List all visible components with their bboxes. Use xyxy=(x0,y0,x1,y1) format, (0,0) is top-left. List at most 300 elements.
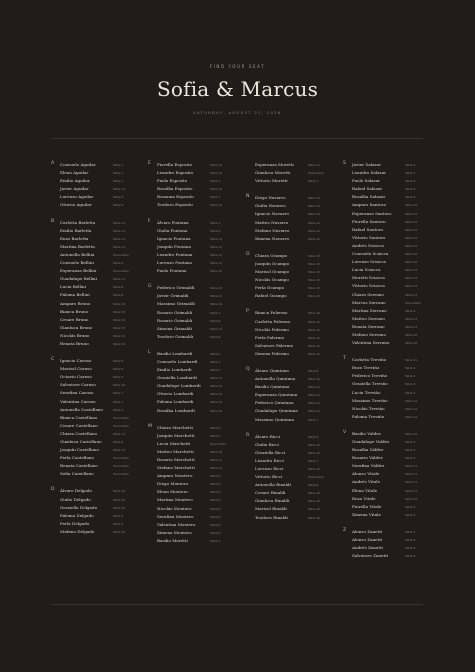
guest-table: Table 8 xyxy=(210,490,221,495)
guest-name: Ximena Navarro xyxy=(255,235,290,241)
guest-row xyxy=(255,399,337,407)
guest-name: Consuelo Bellini xyxy=(60,260,94,266)
guest-name: Stefano Marchetti xyxy=(157,465,195,471)
guest-table: Table 11 xyxy=(308,393,321,398)
guest-row xyxy=(60,365,142,373)
guest-row xyxy=(60,259,142,267)
guest-table: Head table xyxy=(210,441,226,446)
guest-table: Table 6 xyxy=(405,163,416,167)
letter-section xyxy=(148,423,239,545)
guest-name: Graziella Lombardi xyxy=(157,375,197,381)
guest-table: Table 10 xyxy=(210,392,223,397)
top-divider xyxy=(52,138,423,139)
guest-row xyxy=(255,210,337,218)
guest-name: Andrés Vitale xyxy=(352,479,381,485)
guest-table: Table 8 xyxy=(210,318,221,323)
guest-table: Table 7 xyxy=(113,391,124,396)
guest-table: Table 11 xyxy=(113,431,126,436)
guest-row xyxy=(352,185,434,193)
section-letter: E xyxy=(148,161,151,166)
guest-row xyxy=(352,218,434,226)
guest-name: Paolo Esposito xyxy=(157,178,188,184)
guest-table: Table 3 xyxy=(113,375,124,380)
guest-table: Table 12 xyxy=(210,244,223,249)
guest-name: Elena Vitale xyxy=(352,487,378,493)
guest-row xyxy=(157,235,239,243)
guest-table: Table 15 xyxy=(405,211,418,216)
guest-name: Alonso Zanetti xyxy=(352,537,383,543)
guest-name: Rosanna Esposito xyxy=(157,194,194,200)
guest-table: Table 11 xyxy=(113,333,126,338)
guest-name: Esperanza Moretti xyxy=(255,162,294,167)
guest-table: Table 16 xyxy=(405,341,418,346)
guest-row xyxy=(157,317,239,325)
guest-table: Table 10 xyxy=(210,400,223,405)
guest-row xyxy=(157,350,239,358)
guest-name: Basilio Lombardi xyxy=(157,350,193,356)
guest-name: Massimo Quintana xyxy=(255,416,294,422)
guest-name: Lucia Sciacca xyxy=(352,267,381,273)
guest-name: Giulia Navarro xyxy=(255,203,286,209)
guest-name: Lucia Treviño xyxy=(352,389,381,395)
guest-name: Diego Montero xyxy=(157,481,189,487)
guest-name: Rosalba Esposito xyxy=(157,186,193,192)
guest-row xyxy=(60,161,142,169)
guest-row xyxy=(157,488,239,496)
guest-name: Paloma Bellini xyxy=(60,292,90,298)
guest-row xyxy=(157,267,239,275)
guest-table: Table 15 xyxy=(405,227,418,232)
guest-table: Table 12 xyxy=(210,261,223,266)
guest-row xyxy=(255,326,337,334)
guest-name: Guadalupe Lombardi xyxy=(157,383,201,389)
guest-name: Serafina Caruso xyxy=(60,390,94,396)
guest-row xyxy=(352,266,434,274)
guest-name: Álvaro Delgado xyxy=(60,488,92,494)
guest-name: Salvatore Palermo xyxy=(255,342,294,348)
guest-name: Carlotta Barletta xyxy=(60,219,96,225)
guest-row xyxy=(157,407,239,415)
section-letter: C xyxy=(51,357,55,363)
guest-row xyxy=(352,389,434,397)
guest-row xyxy=(60,324,142,332)
guest-name: Nicolás Treviño xyxy=(352,405,385,411)
guest-table: Table 13 xyxy=(405,284,418,289)
guest-row xyxy=(255,260,337,268)
guest-row xyxy=(255,318,337,326)
guest-name: Chiara Castellano xyxy=(60,430,98,436)
guest-name: Basilio Valdez xyxy=(352,430,381,436)
guest-table: Table 8 xyxy=(210,425,221,430)
guest-table: Table 3 xyxy=(210,179,221,184)
guest-table: Table 11 xyxy=(210,376,223,381)
guest-table: Table 8 xyxy=(210,506,221,511)
guest-table: Table 9 xyxy=(405,448,416,453)
guest-name: Renata Bruno xyxy=(60,340,89,346)
guest-name: Valentina Serrano xyxy=(352,340,390,346)
section-letter: L xyxy=(148,349,151,355)
guest-row xyxy=(60,300,142,308)
guest-table: Table 7 xyxy=(113,179,124,184)
guest-table: Table 13 xyxy=(113,309,126,314)
guest-table: Table 12 xyxy=(308,204,321,209)
guest-name: Leandro Fontana xyxy=(157,251,193,257)
guest-row xyxy=(60,308,142,316)
guest-row xyxy=(352,536,434,544)
guest-table: Table 9 xyxy=(113,261,124,266)
guest-row xyxy=(157,521,239,529)
guest-row xyxy=(60,291,142,299)
guest-name: Giulio Delgado xyxy=(60,496,91,502)
guest-row xyxy=(60,193,142,201)
section-letter: F xyxy=(148,218,151,224)
guest-row xyxy=(352,274,434,282)
guest-name: Simona Grimaldi xyxy=(157,325,192,331)
guest-row xyxy=(60,227,142,235)
guest-table: Table 7 xyxy=(113,171,124,176)
guest-row xyxy=(255,284,337,292)
guest-name: Paloma Lombardi xyxy=(157,399,194,405)
guest-name: Antonella Rinaldi xyxy=(255,482,291,488)
guest-table: Table 15 xyxy=(405,243,418,248)
guest-table: Table 15 xyxy=(308,278,321,283)
guest-table: Table 15 xyxy=(405,203,418,208)
guest-row xyxy=(352,413,434,421)
guest-name: Graziella Treviño xyxy=(352,381,388,387)
guest-row xyxy=(157,177,239,185)
guest-table: Table 16 xyxy=(210,286,223,291)
guest-row xyxy=(352,299,434,307)
section-letter: M xyxy=(148,423,152,429)
guest-table: Table 13 xyxy=(405,268,418,273)
guest-table: Table 11 xyxy=(210,294,223,299)
guest-table: Table 11 xyxy=(405,358,418,363)
guest-row xyxy=(60,381,142,389)
guest-name: Federico Treviño xyxy=(352,373,388,379)
guest-row xyxy=(352,380,434,388)
guest-name: Antonella Quintana xyxy=(255,376,296,382)
guest-row xyxy=(255,169,337,177)
guest-row xyxy=(157,464,239,472)
guest-name: Perla Castellano xyxy=(60,455,94,461)
guest-row xyxy=(352,511,434,519)
guest-table: Table 12 xyxy=(405,406,418,411)
guest-row xyxy=(352,462,434,470)
guest-row xyxy=(60,185,142,193)
guest-row xyxy=(352,226,434,234)
guest-name: Chiara Marchetti xyxy=(157,424,193,430)
guest-name: Ignacio Navarro xyxy=(255,211,289,217)
guest-name: Rosalba Valdez xyxy=(352,447,384,453)
guest-row xyxy=(352,454,434,462)
guest-row xyxy=(60,243,142,251)
guest-table: Table 7 xyxy=(113,399,124,404)
guest-row xyxy=(157,480,239,488)
guest-name: Ottavio Lombardi xyxy=(157,391,194,397)
guest-name: Rosalba Salazar xyxy=(352,194,386,200)
guest-row xyxy=(255,375,337,383)
guest-row xyxy=(255,481,337,489)
letter-section xyxy=(148,349,239,415)
guest-table: Table 8 xyxy=(405,382,416,387)
guest-table: Table 6 xyxy=(113,521,124,526)
guest-row xyxy=(352,258,434,266)
guest-name: Rosario Marchetti xyxy=(157,457,195,462)
guest-row xyxy=(157,193,239,201)
guest-row xyxy=(255,465,337,473)
guest-name: Bianca Palermo xyxy=(255,310,288,316)
guest-table: Table 13 xyxy=(405,480,418,485)
guest-row xyxy=(60,373,142,381)
guest-table: Table 13 xyxy=(210,326,223,331)
guest-row xyxy=(60,414,142,422)
guest-row xyxy=(352,430,434,438)
guest-name: Consuelo Lombardi xyxy=(157,358,198,364)
guest-name: Emilio Lombardi xyxy=(157,367,192,373)
guest-name: Lorenzo Sciacca xyxy=(352,259,386,265)
guest-name: Serafina Valdez xyxy=(352,463,385,469)
guest-row xyxy=(352,405,434,413)
guest-row xyxy=(157,390,239,398)
guest-name: Bianca Bruno xyxy=(60,308,89,314)
guest-name: Lucia Bellini xyxy=(60,284,87,290)
guest-table: Head table xyxy=(113,269,129,274)
guest-table: Table 9 xyxy=(405,512,416,517)
guest-name: Giulia Fontana xyxy=(157,227,188,233)
guest-table: Table 8 xyxy=(405,179,416,184)
guest-row xyxy=(60,406,142,414)
guest-table: Table 10 xyxy=(308,450,321,455)
guest-row xyxy=(60,430,142,438)
guest-name: Federico Quintana xyxy=(255,400,294,406)
letter-section xyxy=(51,487,142,536)
guest-table: Table 16 xyxy=(405,332,418,337)
guest-name: Vittorio Ricci xyxy=(255,474,283,480)
guest-table: Table 7 xyxy=(308,458,319,463)
guest-table: Table 2 xyxy=(113,407,124,412)
guest-table: Table 9 xyxy=(405,366,416,371)
guest-table: Table 16 xyxy=(210,449,223,454)
guest-row xyxy=(255,449,337,457)
guest-table: Table 11 xyxy=(308,409,321,414)
guest-table: Table 8 xyxy=(405,546,416,551)
guest-name: Lucia Marchetti xyxy=(157,440,191,446)
guest-name: Gianluca Rinaldi xyxy=(255,498,290,504)
guest-table: Table 9 xyxy=(210,359,221,364)
guest-table: Table 12 xyxy=(308,228,321,233)
guest-name: Lorenzo Aguilar xyxy=(60,194,94,200)
section-letter: O xyxy=(246,251,250,257)
guest-name: Matteo Marchetti xyxy=(157,448,194,454)
guest-table: Table 16 xyxy=(210,302,223,307)
letter-section xyxy=(51,218,142,349)
guest-name: Marisol Ocampo xyxy=(255,269,290,275)
bottom-divider xyxy=(52,604,423,605)
guest-name: Rafael Salazar xyxy=(352,186,383,192)
guest-table: Table 5 xyxy=(113,367,124,372)
guest-row xyxy=(352,528,434,536)
guest-name: Consuelo Sciacca xyxy=(352,251,389,257)
guest-name: Fiorella Santoro xyxy=(352,218,386,224)
guest-row xyxy=(255,219,337,227)
guest-name: Teodoro Esposito xyxy=(157,202,193,208)
guest-row xyxy=(352,446,434,454)
guest-row xyxy=(60,219,142,227)
guest-table: Table 13 xyxy=(405,472,418,477)
guest-row xyxy=(157,284,239,292)
guest-table: Table 4 xyxy=(308,179,319,184)
guest-row xyxy=(60,357,142,365)
guest-name: Amparo Santoro xyxy=(352,202,387,208)
guest-table: Table 10 xyxy=(308,467,321,471)
guest-table: Table 8 xyxy=(405,554,416,559)
guest-row xyxy=(255,161,337,169)
guest-row xyxy=(60,422,142,430)
guest-table: Table 14 xyxy=(308,212,321,217)
guest-table: Table 8 xyxy=(210,514,221,519)
guest-row xyxy=(352,544,434,552)
guest-table: Table 13 xyxy=(405,276,418,281)
guest-table: Table 10 xyxy=(308,442,321,447)
guest-row xyxy=(352,307,434,315)
guest-name: Esperanza Quintana xyxy=(255,392,298,398)
guest-name: Valentina Montero xyxy=(157,521,196,527)
guest-name: Andrés Sciacca xyxy=(352,242,384,248)
guest-name: Cesare Castellano xyxy=(60,422,98,428)
guest-row xyxy=(157,505,239,513)
seating-column-4 xyxy=(343,161,434,569)
guest-row xyxy=(255,514,337,522)
guest-row xyxy=(255,416,337,424)
guest-table: Table 10 xyxy=(113,317,126,322)
guest-row xyxy=(352,291,434,299)
guest-name: Renata Serrano xyxy=(352,323,385,329)
guest-table: Table 16 xyxy=(113,505,126,510)
guest-name: Joaquín Ocampo xyxy=(255,260,290,266)
guest-name: Matteo Navarro xyxy=(255,219,289,225)
guest-name: Giulia Ricci xyxy=(255,441,279,447)
guest-row xyxy=(60,235,142,243)
guest-row xyxy=(352,339,434,347)
guest-row xyxy=(157,374,239,382)
guest-row xyxy=(157,201,239,209)
section-letter: Q xyxy=(246,366,250,372)
guest-row xyxy=(157,432,239,440)
letter-section xyxy=(51,161,142,210)
guest-name: Gianluca Moretti xyxy=(255,170,291,176)
guest-table: Table 15 xyxy=(308,294,321,299)
guest-row xyxy=(255,227,337,235)
guest-row xyxy=(352,356,434,364)
guest-table: Table 8 xyxy=(113,285,124,290)
guest-name: Stefano Delgado xyxy=(60,528,95,534)
guest-table: Table 16 xyxy=(308,311,321,316)
guest-table: Table 10 xyxy=(210,384,223,389)
guest-table: Table 15 xyxy=(210,269,223,274)
guest-row xyxy=(255,441,337,449)
letter-section xyxy=(255,161,337,185)
seating-column-2 xyxy=(148,161,239,554)
guest-table: Table 9 xyxy=(405,374,416,379)
guest-table: Table 16 xyxy=(308,327,321,332)
guest-row xyxy=(255,202,337,210)
guest-row xyxy=(60,398,142,406)
guest-name: Joaquín Fontana xyxy=(157,243,191,249)
guest-table: Table 16 xyxy=(308,491,321,496)
guest-table: Table 8 xyxy=(405,538,416,543)
guest-table: Table 7 xyxy=(210,195,221,200)
guest-row xyxy=(157,358,239,366)
guest-name: Moretti Sciacca xyxy=(352,275,385,281)
guest-row xyxy=(352,372,434,380)
guest-name: Perla Palermo xyxy=(255,334,285,340)
guest-row xyxy=(255,391,337,399)
guest-row xyxy=(255,383,337,391)
guest-name: Graziella Delgado xyxy=(60,504,98,510)
guest-table: Table 10 xyxy=(113,341,126,346)
guest-row xyxy=(255,309,337,317)
guest-row xyxy=(352,470,434,478)
guest-table: Table 12 xyxy=(405,398,418,403)
guest-table: Table 16 xyxy=(308,343,321,348)
guest-row xyxy=(157,161,239,169)
guest-row xyxy=(352,503,434,511)
letter-section xyxy=(343,527,434,560)
guest-row xyxy=(352,161,434,169)
letter-section xyxy=(148,284,239,341)
guest-name: Paolo Salazar xyxy=(352,178,381,184)
letter-section xyxy=(246,309,337,358)
guest-row xyxy=(60,520,142,528)
guest-row xyxy=(352,242,434,250)
guest-table: Head table xyxy=(113,464,129,469)
guest-row xyxy=(157,300,239,308)
guest-table: Table 8 xyxy=(210,474,221,479)
guest-name: Teodoro Grimaldi xyxy=(157,333,194,339)
guest-table: Table 3 xyxy=(210,538,221,543)
guest-row xyxy=(255,268,337,276)
guest-table: Table 16 xyxy=(405,260,418,265)
guest-name: Esperanza Bellini xyxy=(60,268,97,274)
guest-row xyxy=(352,315,434,323)
guest-name: Ignacio Fontana xyxy=(157,235,191,241)
guest-row xyxy=(157,227,239,235)
letter-section xyxy=(246,432,337,522)
guest-name: Amparo Montero xyxy=(157,473,193,479)
guest-table: Table 14 xyxy=(113,244,126,249)
guest-name: Nicolás Ocampo xyxy=(255,277,289,283)
guest-name: Chiara Serrano xyxy=(352,291,384,297)
guest-row xyxy=(60,340,142,348)
letter-section xyxy=(246,251,337,301)
guest-table: Head table xyxy=(113,472,129,477)
guest-name: Esperanza Santoro xyxy=(352,210,392,216)
guest-table: Table 11 xyxy=(308,163,321,167)
guest-row xyxy=(255,497,337,505)
guest-row xyxy=(60,528,142,536)
guest-row xyxy=(60,169,142,177)
guest-row xyxy=(255,350,337,358)
guest-table: Table 16 xyxy=(308,335,321,340)
guest-table: Table 13 xyxy=(405,292,418,297)
guest-table: Table 11 xyxy=(308,385,321,390)
guest-name: Paloma Treviño xyxy=(352,413,385,419)
guest-name: Martina Serrano xyxy=(352,307,387,313)
guest-name: Gianluca Bruno xyxy=(60,324,93,330)
guest-table: Table 1 xyxy=(210,220,221,225)
guest-row xyxy=(157,456,239,464)
guest-name: Salvatore Zanetti xyxy=(352,553,389,559)
